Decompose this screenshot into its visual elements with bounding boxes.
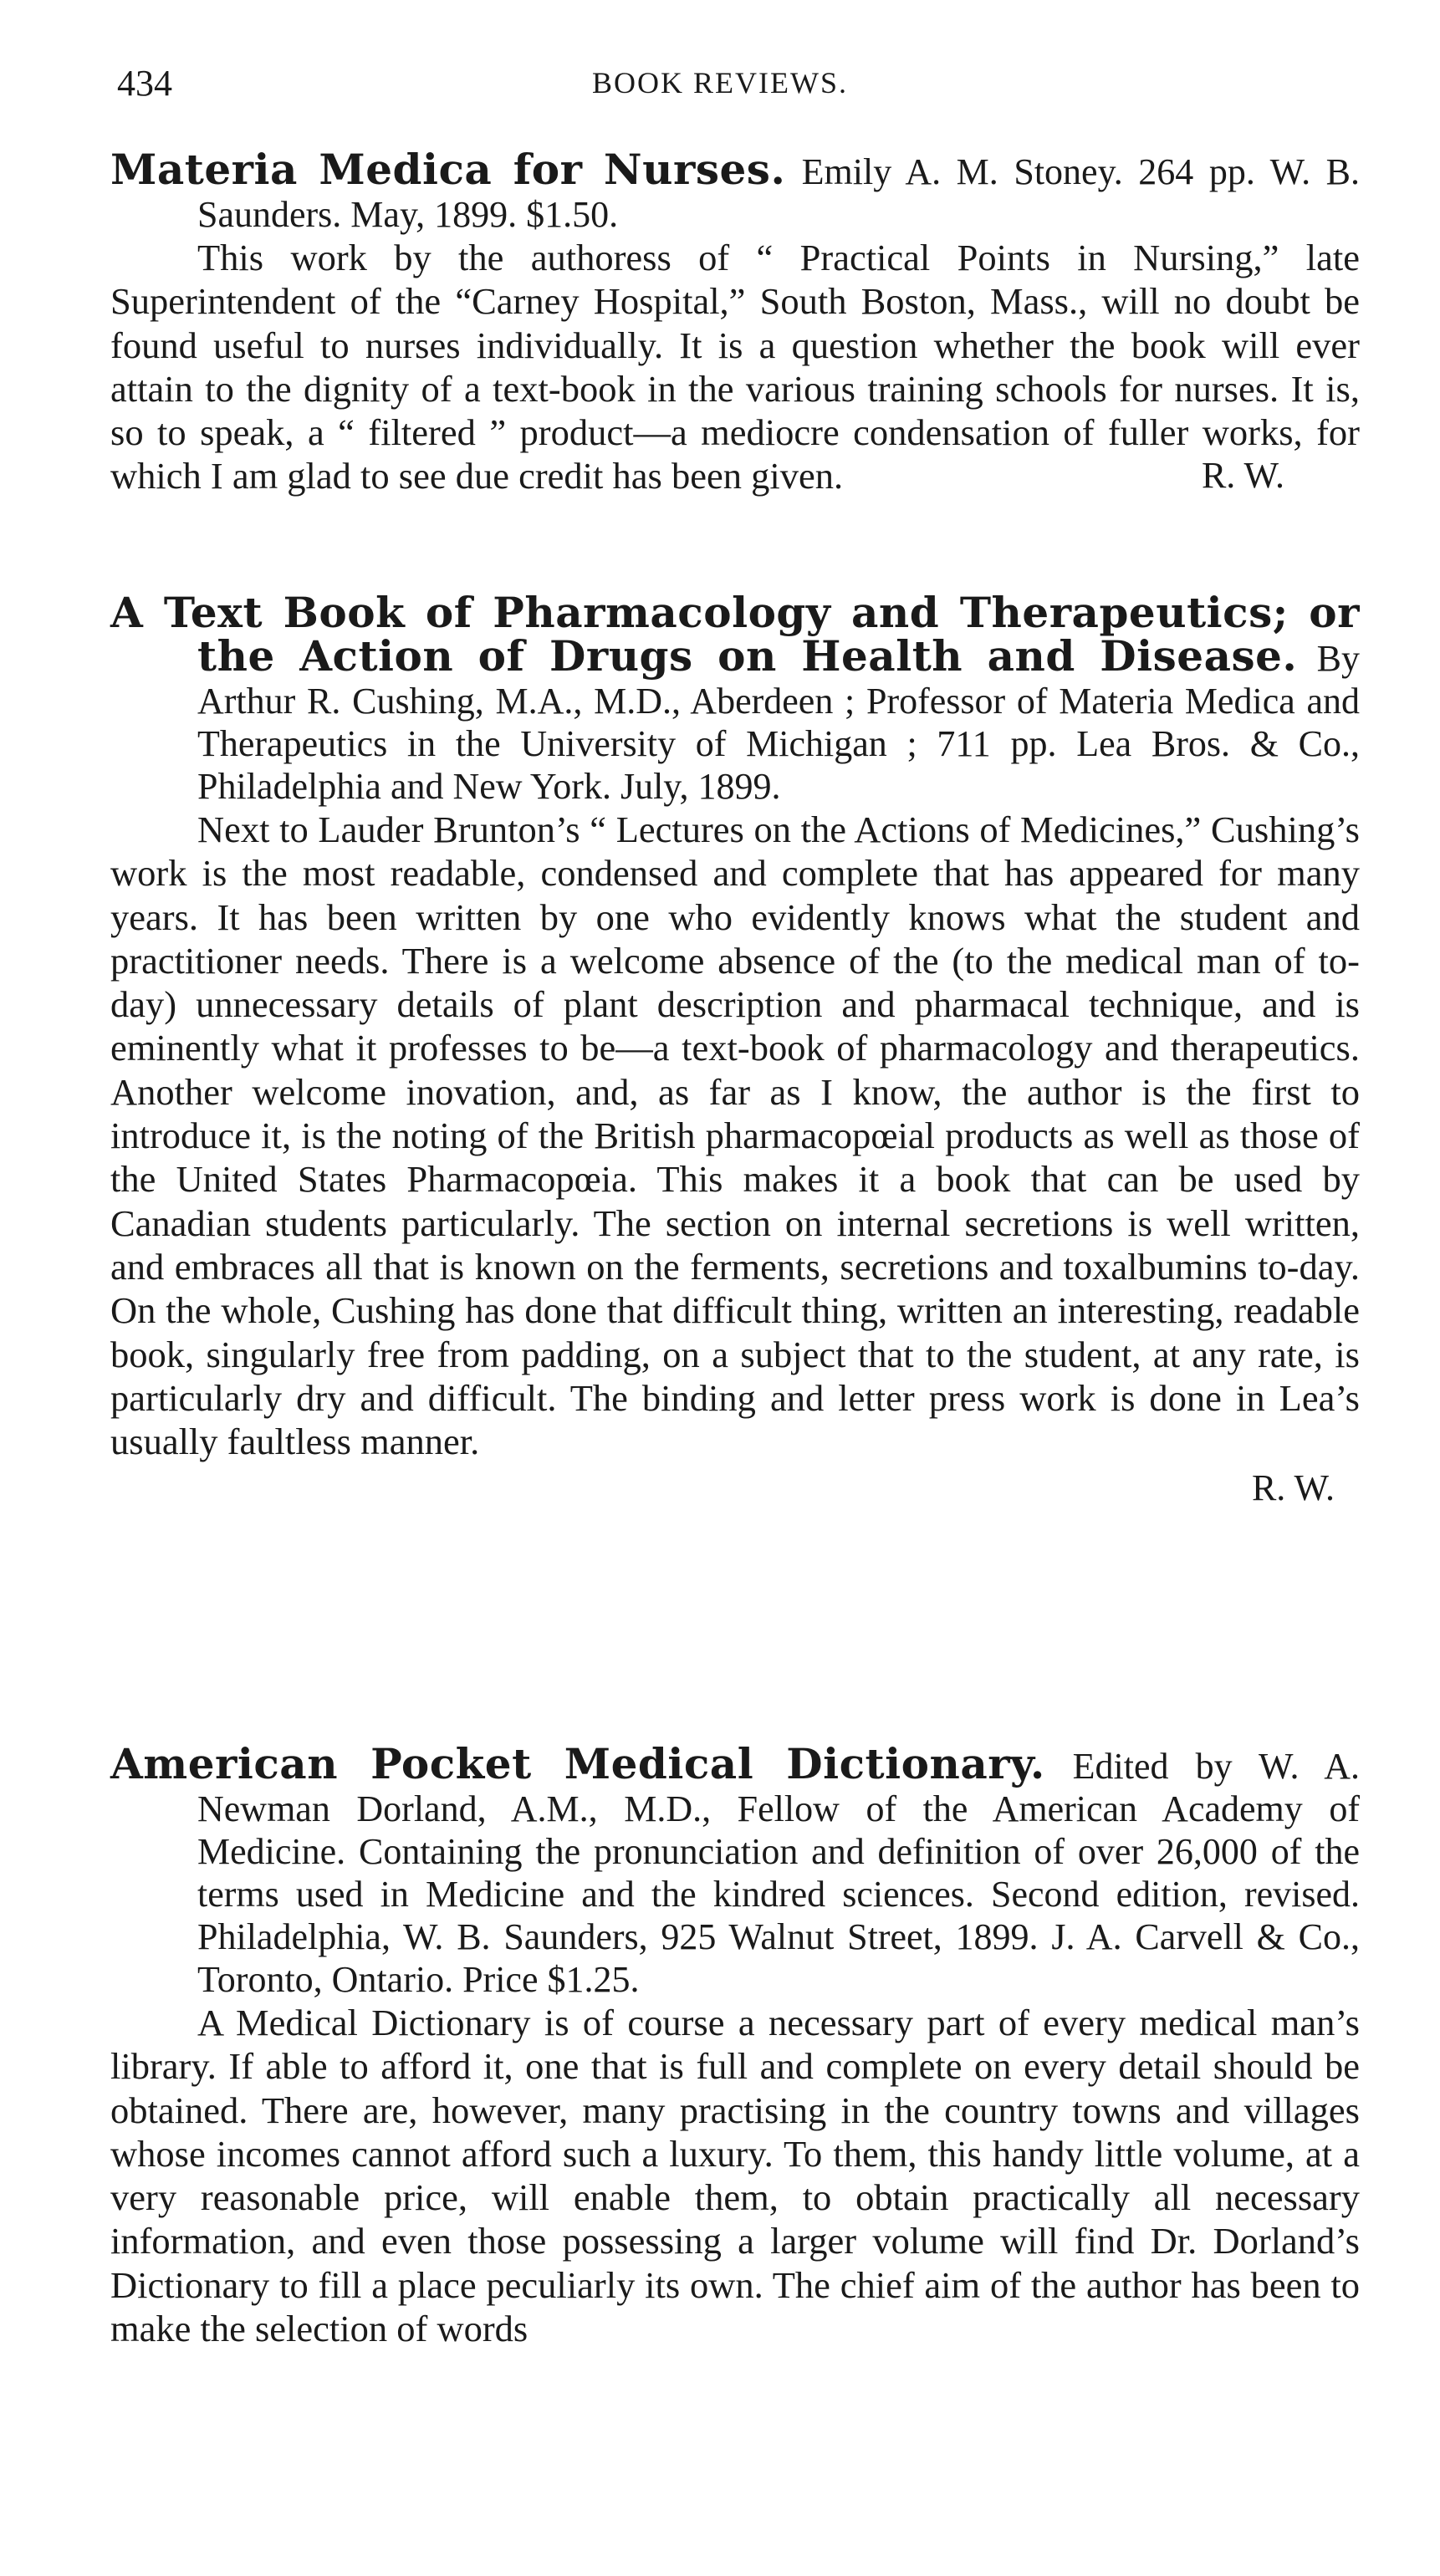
review-title: American Pocket Medical Dictionary. — [110, 1739, 1045, 1788]
review-signature: R. W. — [1201, 455, 1284, 497]
running-head: BOOK REVIEWS. — [592, 66, 848, 99]
review-body — [110, 236, 1360, 498]
page-number: 434 — [117, 63, 172, 104]
review-materia-medica — [110, 145, 1361, 498]
review-heading — [110, 1739, 1360, 2001]
review-meta: Edited by W. A. Newman Dorland, A.M., M.D., Fellow of the American Academy of Medicine. Containing the pronunciation and definition of over 26,000 of the terms used in Medicine and the kindred sciences. Second edition, revised. Philadelphia, W. B. Saunders, 925 Walnut Street, 1899. J. A. Carvell & Co., Toronto, Ontario. Price $1.25. — [197, 1746, 1360, 2000]
review-title: A Text Book of Pharmacology and Therapeutics; or the Action of Drugs on Health and Disease. — [110, 588, 1360, 681]
review-pharmacology — [110, 588, 1360, 1510]
review-body: Next to Lauder Brunton’s “ Lectures on the Actions of Medicines,” Cushing’s work is the most readable, condensed and complete that has appeared for many years. It has been written by one who evidently knows what the student and practitioner needs. There is a welcome absence of the (to the medical man of to-day) unnecessary details of plant description and pharmacal technique, and is eminently what it professes to be—a text-book of pharmacology and therapeutics. Another welcome inovation, and, as far as I know, the author is the first to introduce it, is the noting of the British pharmacopœial products as well as those of the United States Pharmacopœia. This makes it a book that can be used by Canadian students particularly. The section on internal secretions is well written, and embraces all that is known on the ferments, secretions and toxalbumins to-day. On the whole, Cushing has done that difficult thing, written an interesting, readable book, singularly free from padding, on a subject that to the student, at any rate, is particularly dry and difficult. The binding and letter press work is done in Lea’s usually faultless manner. — [110, 809, 1360, 1463]
review-body: A Medical Dictionary is of course a necessary part of every medical man’s library. If able to afford it, one that is full and complete on every detail should be obtained. There are, however, many practising in the country towns and villages whose incomes cannot afford such a luxury. To them, this handy little volume, at a very reasonable price, will enable them, to obtain practically all necessary information, and even those possessing a larger volume will find Dr. Dorland’s Dictionary to fill a place peculiarly its own. The chief aim of the author has been to make the selection of words — [110, 2002, 1360, 2350]
page-header — [0, 62, 1440, 112]
review-signature: R. W. — [1251, 1467, 1335, 1509]
review-title: Materia Medica for Nurses. — [110, 145, 786, 194]
review-heading — [110, 588, 1360, 808]
review-heading — [110, 145, 1361, 236]
review-pocket-dictionary — [110, 1739, 1360, 2350]
review-meta: By Arthur R. Cushing, M.A., M.D., Aberdeen ; Professor of Materia Medica and Therapeutics in the University of Michigan ; 711 pp. Lea Bros. & Co., Philadelphia and New York. July, 1899. — [197, 638, 1360, 807]
review-meta: Emily A. M. Stoney. 264 pp. W. B. Saunders. May, 1899. $1.50. — [197, 151, 1361, 235]
review-body-text: This work by the authoress of “ Practical Points in Nursing,” late Superintendent of the “Carney Hospital,” South Boston, Mass., will no doubt be found useful to nurses individually. It is a question whether the book will ever attain to the dignity of a text-book in the various training schools for nurses. It is, so to speak, a “ filtered ” product—a mediocre condensation of fuller works, for which I am glad to see due credit has been given. — [110, 237, 1360, 497]
